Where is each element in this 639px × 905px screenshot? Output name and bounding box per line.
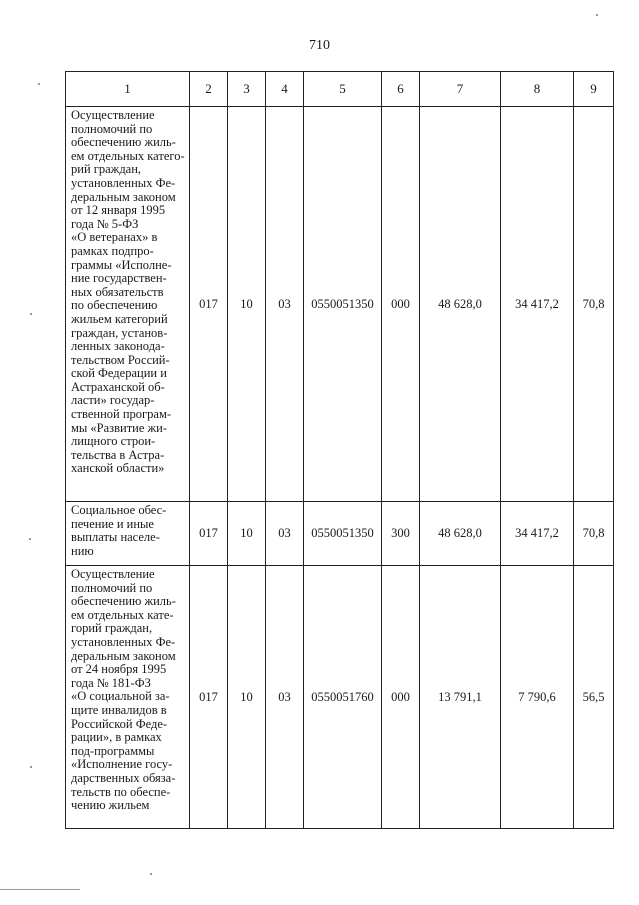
description-line: нию [71,543,94,558]
scan-speck [30,766,32,768]
cell-executed: 7 790,6 [501,566,574,829]
header-cell: 6 [382,72,420,107]
description-line: тельством Россий- [71,352,170,367]
description-line: установленных Фе- [71,175,176,190]
cell-subsection: 03 [266,566,304,829]
description-line: года № 5-ФЗ [71,216,139,231]
table-row [66,566,614,829]
cell-executed: 34 417,2 [501,107,574,502]
cell-percent: 70,8 [574,107,614,502]
cell-target-article: 0550051350 [304,107,382,502]
description-line: ской Федерации и [71,366,167,381]
description-line: полномочий по [71,121,153,136]
cell-executed: 34 417,2 [501,502,574,566]
description-line: рации», в рамках [71,730,162,745]
description-line: «О ветеранах» в [71,230,158,245]
description-line: рий граждан, [71,162,142,177]
header-cell: 5 [304,72,382,107]
cell-ministry-code: 017 [190,502,228,566]
cell-percent: 56,5 [574,566,614,829]
cell-planned: 48 628,0 [420,502,501,566]
description-line: «Исполнение госу- [71,757,173,772]
description-line: деральным законом [71,648,176,663]
scan-speck [596,14,598,16]
description-line: ленных законода- [71,339,165,354]
header-cell: 2 [190,72,228,107]
header-cell: 4 [266,72,304,107]
description-line: горий граждан, [71,621,153,636]
description-line: ласти» государ- [71,393,155,408]
description-line: чению жильем [71,798,150,813]
description-line: жильем категорий [71,311,168,326]
cell-subsection: 03 [266,107,304,502]
cell-section: 10 [228,502,266,566]
cell-percent: 70,8 [574,502,614,566]
description-line: года № 181-ФЗ [71,675,151,690]
cell-expense-type: 000 [382,107,420,502]
description-line: обеспечению жиль- [71,135,176,150]
cell-expense-type: 300 [382,502,420,566]
cell-subsection: 03 [266,502,304,566]
description-cell [66,566,190,829]
description-line: выплаты населе- [71,530,160,545]
description-cell [66,502,190,566]
cell-planned: 48 628,0 [420,107,501,502]
cell-expense-type: 000 [382,566,420,829]
header-cell: 1 [66,72,190,107]
description-line: от 24 ноября 1995 [71,662,167,677]
table-row [66,502,614,566]
header-cell: 7 [420,72,501,107]
description-line: деральным законом [71,189,176,204]
cell-planned: 13 791,1 [420,566,501,829]
description-line: ханской области» [71,461,165,476]
description-line: от 12 января 1995 [71,203,166,218]
description-line: ем отдельных кате- [71,607,174,622]
description-line: ние государствен- [71,271,167,286]
cell-ministry-code: 017 [190,566,228,829]
scan-speck [150,873,152,875]
description-line: Осуществление [71,108,155,122]
description-line: дарственных обяза- [71,770,176,785]
description-line: ем отдельных катего- [71,148,185,163]
description-line: рамках подпро- [71,243,154,258]
description-line: полномочий по [71,580,153,595]
description-line: тельства в Астра- [71,447,165,462]
budget-table [65,71,614,829]
description-line: под-программы [71,743,155,758]
description-line: Социальное обес- [71,503,167,517]
description-line: ственной програм- [71,407,172,422]
page-number: 710 [309,38,330,53]
header-cell: 8 [501,72,574,107]
description-line: ных обязательств [71,284,164,299]
description-line: граммы «Исполне- [71,257,172,272]
description-line: Российской Феде- [71,716,168,731]
description-line: Осуществление [71,567,155,581]
description-line: граждан, установ- [71,325,168,340]
cell-section: 10 [228,566,266,829]
scan-speck [30,313,32,315]
description-line: тельств по обеспе- [71,784,171,799]
cell-section: 10 [228,107,266,502]
cell-ministry-code: 017 [190,107,228,502]
description-line: печение и иные [71,516,154,531]
header-cell: 9 [574,72,614,107]
table-header-row [66,72,614,107]
description-line: по обеспечению [71,298,158,313]
scan-speck [38,83,40,85]
scan-edge-line [0,889,80,890]
cell-target-article: 0550051350 [304,502,382,566]
description-line: установленных Фе- [71,634,176,649]
description-line: мы «Развитие жи- [71,420,168,435]
header-cell: 3 [228,72,266,107]
cell-target-article: 0550051760 [304,566,382,829]
description-cell [66,107,190,502]
description-line: «О социальной за- [71,689,170,704]
table-row [66,107,614,502]
description-line: Астраханской об- [71,379,165,394]
description-line: щите инвалидов в [71,702,167,717]
description-line: обеспечению жиль- [71,594,176,609]
scan-speck [29,538,31,540]
description-line: лищного строи- [71,434,156,449]
